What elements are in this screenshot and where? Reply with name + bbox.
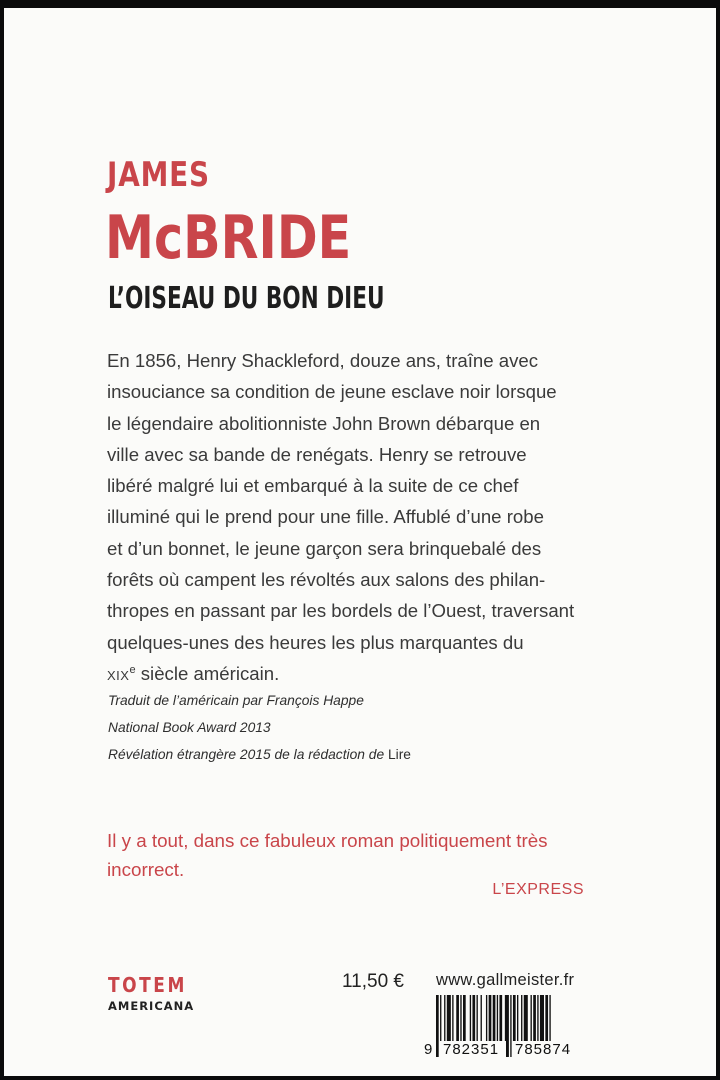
- barcode-bar: [510, 995, 511, 1057]
- credits-block: [108, 687, 411, 768]
- publisher-website: www.gallmeister.fr: [436, 971, 575, 989]
- summary-line: forêts où campent les révoltés aux salons des philan-: [107, 569, 546, 591]
- back-cover: [4, 8, 716, 1076]
- summary-line-end: siècle américain.: [135, 662, 280, 684]
- book-title: L’OISEAU DU BON DIEU: [108, 281, 385, 316]
- press-quote: Il y a tout, dans ce fabuleux roman politiquement très incorrect.: [107, 830, 548, 880]
- century-numeral: XIX: [107, 667, 130, 683]
- summary-line: quelques-unes des heures les plus marquantes du: [107, 631, 524, 653]
- subcollection-name: AMERICANA: [108, 999, 195, 1013]
- summary-line: et d’un bonnet, le jeune garçon sera brinquebalé des: [107, 537, 542, 559]
- summary-paragraph: [107, 345, 595, 691]
- summary-line: libéré malgré lui et embarqué à la suite de ce chef: [107, 475, 519, 497]
- summary-line: insouciance sa condition de jeune esclave noir lorsque: [107, 381, 557, 403]
- revelation-credit: [108, 741, 411, 768]
- award-credit: National Book Award 2013: [108, 720, 271, 735]
- isbn-left-group: 782351: [443, 1041, 500, 1057]
- isbn-first-digit: 9: [424, 1041, 433, 1057]
- isbn-right-group: 785874: [515, 1041, 572, 1057]
- isbn-barcode: [422, 995, 592, 1057]
- revelation-text: Révélation étrangère 2015 de la rédaction de: [108, 747, 388, 762]
- author-first-name: JAMES: [107, 155, 210, 195]
- translation-credit: Traduit de l’américain par François Happe: [108, 693, 364, 708]
- author-last-name: McBRIDE: [105, 203, 352, 273]
- magazine-name: Lire: [387, 747, 411, 762]
- summary-line: illuminé qui le prend pour une fille. Affublé d’une robe: [107, 506, 544, 528]
- summary-line: ville avec sa bande de renégats. Henry se retrouve: [107, 443, 527, 465]
- summary-line: En 1856, Henry Shackleford, douze ans, traîne avec: [107, 350, 539, 371]
- press-quote-source: L’EXPRESS: [492, 881, 584, 898]
- summary-line: thropes en passant par les bordels de l’Ouest, traversant: [107, 600, 575, 622]
- century-superscript: e: [129, 663, 136, 676]
- barcode-bar: [436, 995, 439, 1057]
- price: 11,50 €: [342, 971, 404, 992]
- summary-line: le légendaire abolitionniste John Brown débarque en: [107, 412, 541, 434]
- collection-name: TOTEM: [108, 973, 187, 997]
